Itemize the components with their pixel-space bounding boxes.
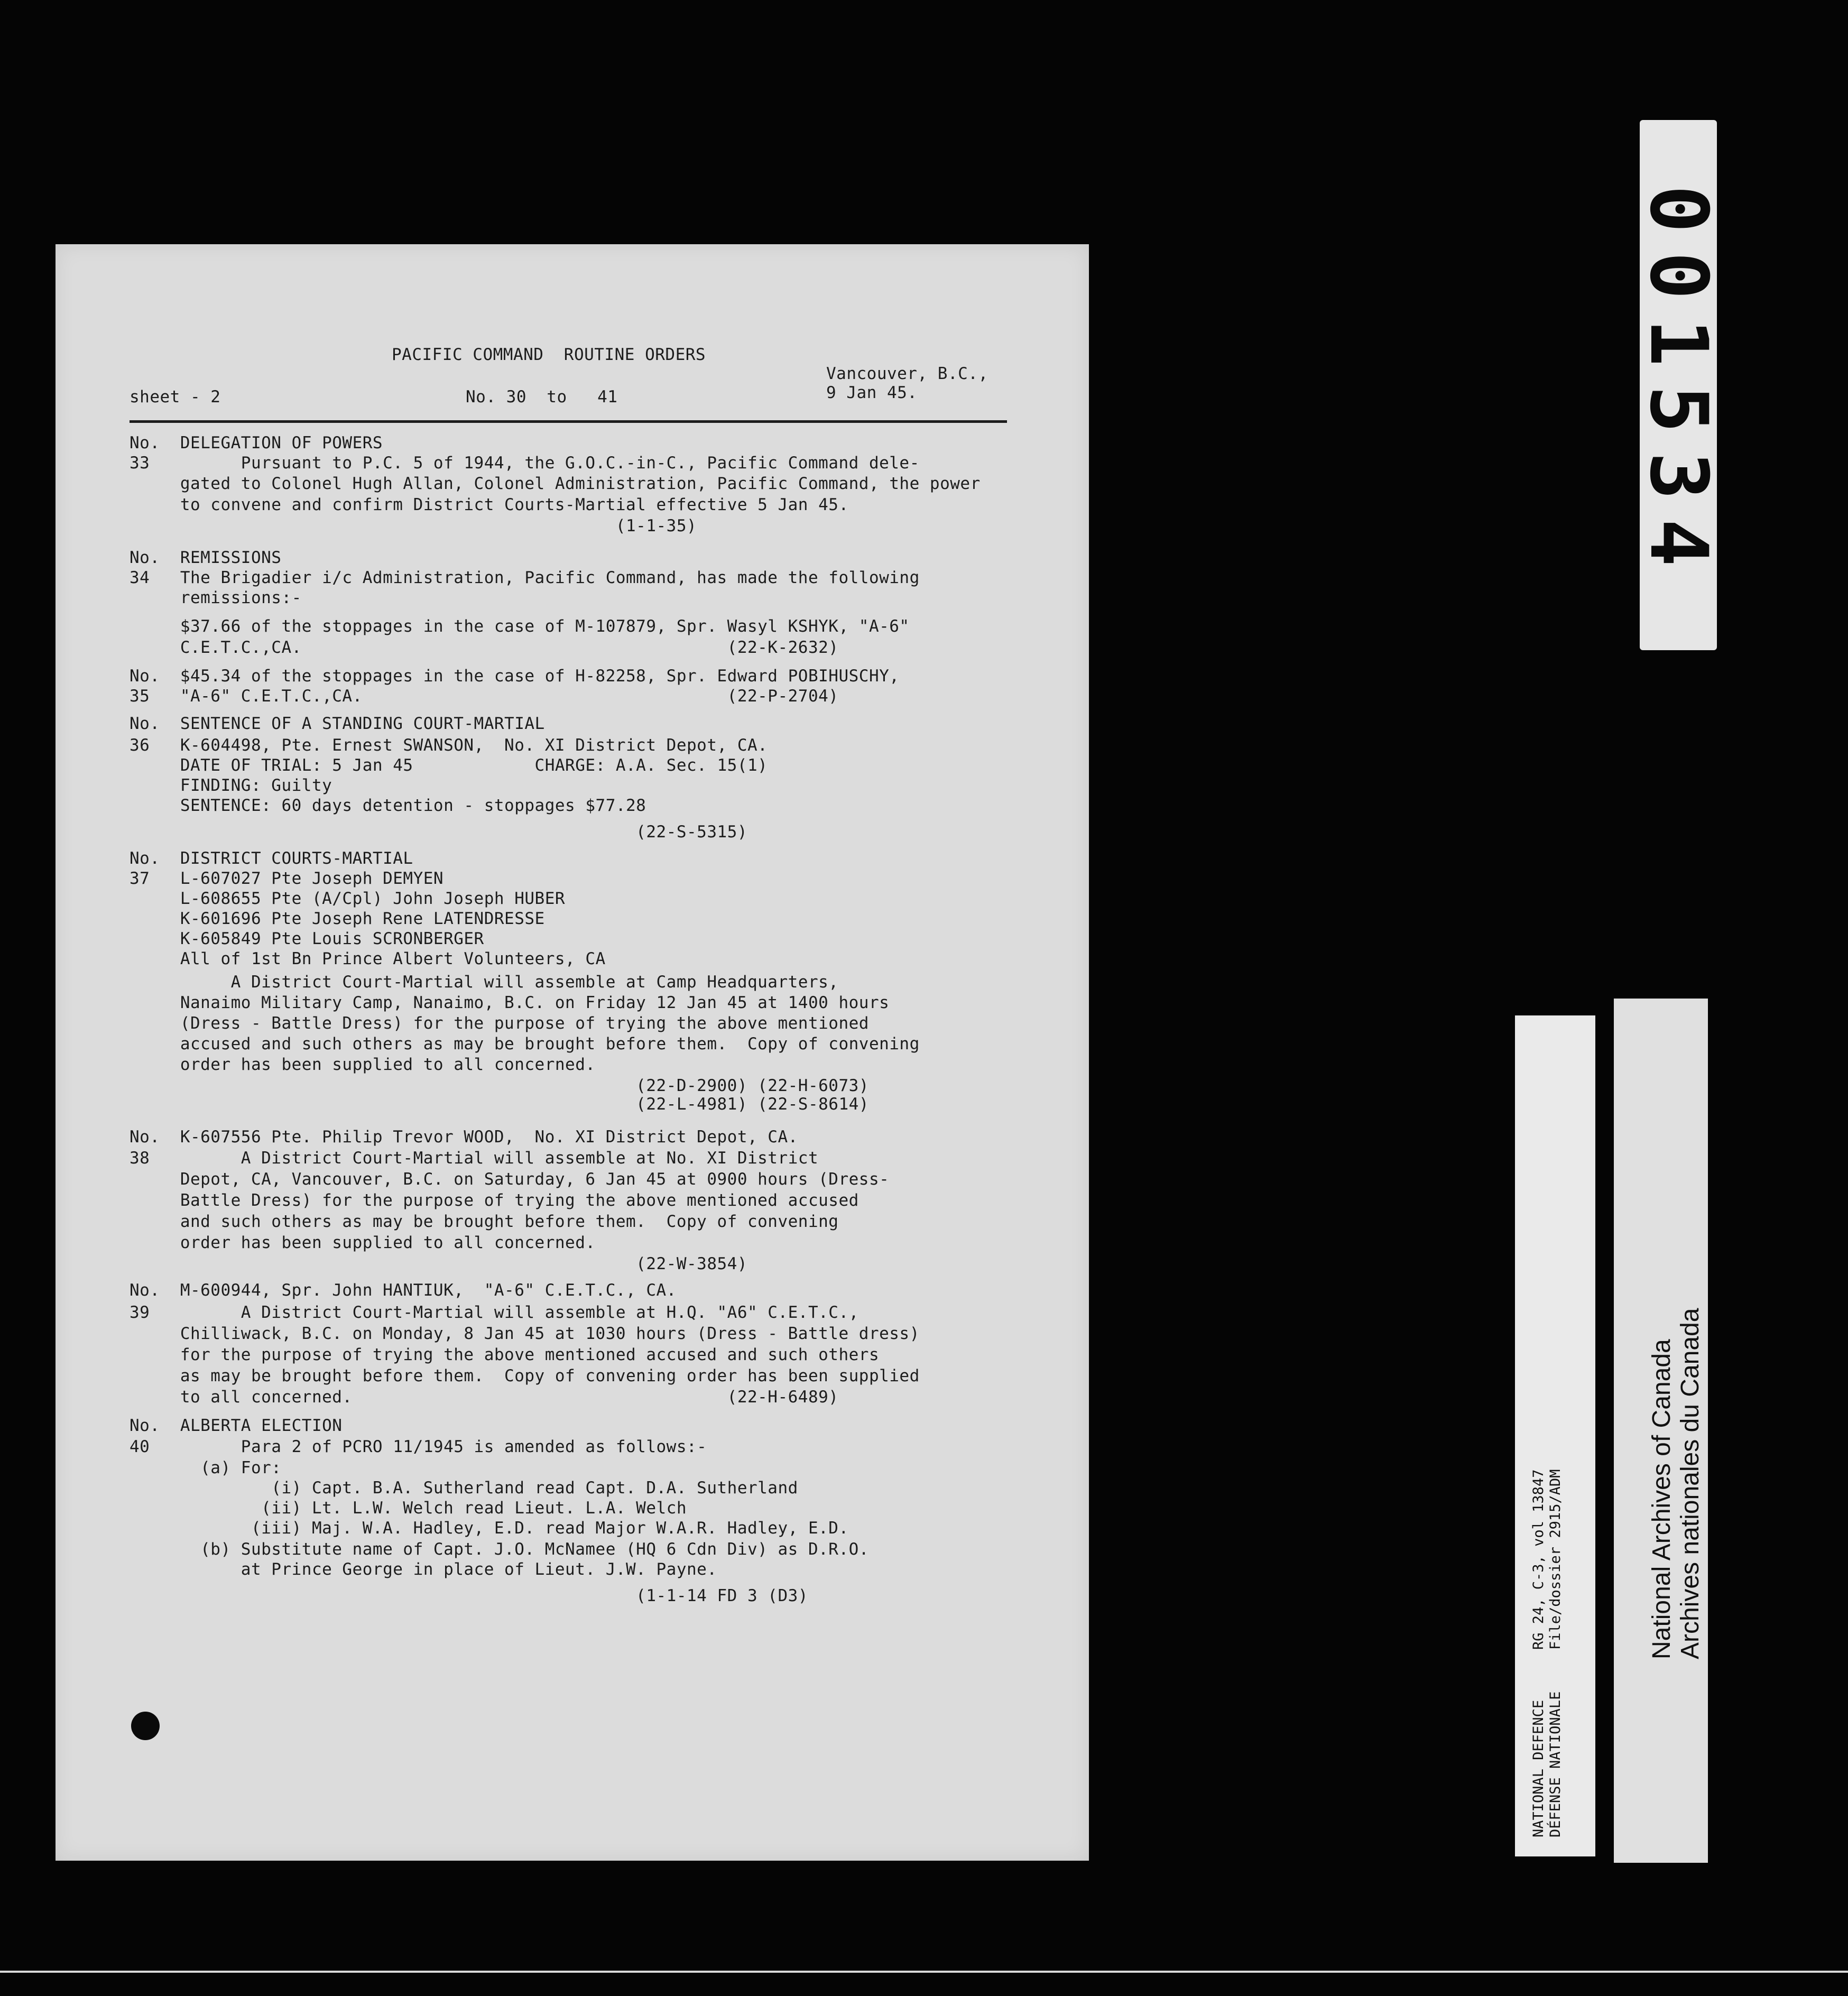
document-line: K-601696 Pte Joseph Rene LATENDRESSE [130, 909, 545, 928]
document-line: (a) For: [130, 1458, 282, 1477]
document-line: 37 L-607027 Pte Joseph DEMYEN [130, 869, 444, 888]
film-edge-line [0, 1971, 1848, 1973]
document-line: $37.66 of the stoppages in the case of M-107879, Spr. Wasyl KSHYK, "A-6" [130, 617, 910, 636]
document-line: to all concerned. (22-H-6489) [130, 1388, 839, 1407]
order-numbers: No. 30 to 41 [466, 387, 618, 406]
header-rule [130, 420, 1007, 423]
document-line: Battle Dress) for the purpose of trying the above mentioned accused [130, 1191, 859, 1210]
department-line-1: NATIONAL DEFENCE [1530, 1699, 1547, 1837]
document-line: (b) Substitute name of Capt. J.O. McNamee (HQ 6 Cdn Div) as D.R.O. [130, 1540, 869, 1559]
date: 9 Jan 45. [826, 383, 918, 402]
document-line: (22-L-4981) (22-S-8614) [130, 1095, 869, 1114]
document-line: No. DELEGATION OF POWERS [130, 433, 383, 452]
document-line: order has been supplied to all concerned. [130, 1233, 596, 1252]
document-line: accused and such others as may be brought before them. Copy of convening [130, 1034, 920, 1054]
document-line: Depot, CA, Vancouver, B.C. on Saturday, 6 Jan 45 at 0900 hours (Dress- [130, 1170, 890, 1189]
reel-number: 001534 [1632, 184, 1724, 586]
sheet-number: sheet - 2 [130, 387, 221, 406]
document-line: Nanaimo Military Camp, Nanaimo, B.C. on Friday 12 Jan 45 at 1400 hours [130, 993, 890, 1012]
document-line: remissions:- [130, 588, 302, 607]
reference-line-2: File/dossier 2915/ADM [1547, 1469, 1564, 1650]
document-line: at Prince George in place of Lieut. J.W. Payne. [130, 1560, 717, 1579]
document-line: order has been supplied to all concerned. [130, 1055, 596, 1074]
document-line: All of 1st Bn Prince Albert Volunteers, CA [130, 949, 606, 968]
document-line: 38 A District Court-Martial will assemble at No. XI District [130, 1149, 819, 1168]
document-line: and such others as may be brought before them. Copy of convening [130, 1212, 839, 1231]
document-line: as may be brought before them. Copy of convening order has been supplied [130, 1366, 920, 1385]
department-label [1515, 1015, 1595, 1856]
document-line: (22-S-5315) [130, 823, 747, 842]
document-line: (22-D-2900) (22-H-6073) [130, 1076, 869, 1095]
document-line: No. ALBERTA ELECTION [130, 1416, 343, 1435]
document-line: 39 A District Court-Martial will assemble at H.Q. "A6" C.E.T.C., [130, 1303, 859, 1322]
document-line: SENTENCE: 60 days detention - stoppages $77.28 [130, 796, 646, 815]
document-line: No. K-607556 Pte. Philip Trevor WOOD, No. XI District Depot, CA. [130, 1128, 798, 1147]
document-line: A District Court-Martial will assemble at Camp Headquarters, [130, 973, 839, 992]
document-line: 36 K-604498, Pte. Ernest SWANSON, No. XI District Depot, CA. [130, 736, 768, 755]
document-line: (i) Capt. B.A. Sutherland read Capt. D.A. Sutherland [130, 1478, 798, 1498]
document-line: L-608655 Pte (A/Cpl) John Joseph HUBER [130, 889, 566, 908]
archives-line-2: Archives nationales du Canada [1676, 1308, 1704, 1659]
document-line: (Dress - Battle Dress) for the purpose of trying the above mentioned [130, 1014, 869, 1033]
archives-label [1614, 999, 1708, 1863]
document-line: FINDING: Guilty [130, 776, 332, 795]
document-line: to convene and confirm District Courts-Martial effective 5 Jan 45. [130, 495, 849, 514]
document-title: PACIFIC COMMAND ROUTINE ORDERS [392, 345, 706, 364]
document-line: No. DISTRICT COURTS-MARTIAL [130, 849, 413, 868]
department-line-2: DÉFENSE NATIONALE [1547, 1691, 1564, 1837]
place: Vancouver, B.C., [826, 364, 988, 383]
document-line: (1-1-35) [130, 516, 697, 535]
document-line: (iii) Maj. W.A. Hadley, E.D. read Major W.A.R. Hadley, E.D. [130, 1519, 849, 1538]
reel-number-strip [1632, 120, 1724, 650]
archives-line-1: National Archives of Canada [1648, 1339, 1676, 1659]
document-line: C.E.T.C.,CA. (22-K-2632) [130, 638, 839, 657]
document-line: gated to Colonel Hugh Allan, Colonel Administration, Pacific Command, the power [130, 474, 981, 493]
archival-document-page [56, 244, 1089, 1861]
document-line: 33 Pursuant to P.C. 5 of 1944, the G.O.C.-in-C., Pacific Command dele- [130, 454, 920, 473]
document-line: 40 Para 2 of PCRO 11/1945 is amended as follows:- [130, 1437, 707, 1456]
punch-hole [131, 1712, 160, 1740]
reference-line-1: RG 24, C-3, vol 13847 [1530, 1469, 1547, 1650]
document-line: 34 The Brigadier i/c Administration, Pacific Command, has made the following [130, 568, 920, 587]
document-line: (ii) Lt. L.W. Welch read Lieut. L.A. Welch [130, 1499, 687, 1518]
document-line: (1-1-14 FD 3 (D3) [130, 1586, 808, 1605]
document-line: No. $45.34 of the stoppages in the case of H-82258, Spr. Edward POBIHUSCHY, [130, 667, 900, 686]
document-line: (22-W-3854) [130, 1254, 747, 1273]
document-line: for the purpose of trying the above mentioned accused and such others [130, 1345, 880, 1364]
document-line: No. REMISSIONS [130, 548, 282, 567]
document-line: 35 "A-6" C.E.T.C.,CA. (22-P-2704) [130, 687, 839, 706]
document-line: No. SENTENCE OF A STANDING COURT-MARTIAL [130, 714, 545, 733]
document-line: DATE OF TRIAL: 5 Jan 45 CHARGE: A.A. Sec. 15(1) [130, 756, 768, 775]
document-line: Chilliwack, B.C. on Monday, 8 Jan 45 at 1030 hours (Dress - Battle dress) [130, 1324, 920, 1343]
document-line: K-605849 Pte Louis SCRONBERGER [130, 929, 484, 948]
document-line: No. M-600944, Spr. John HANTIUK, "A-6" C.E.T.C., CA. [130, 1281, 677, 1300]
